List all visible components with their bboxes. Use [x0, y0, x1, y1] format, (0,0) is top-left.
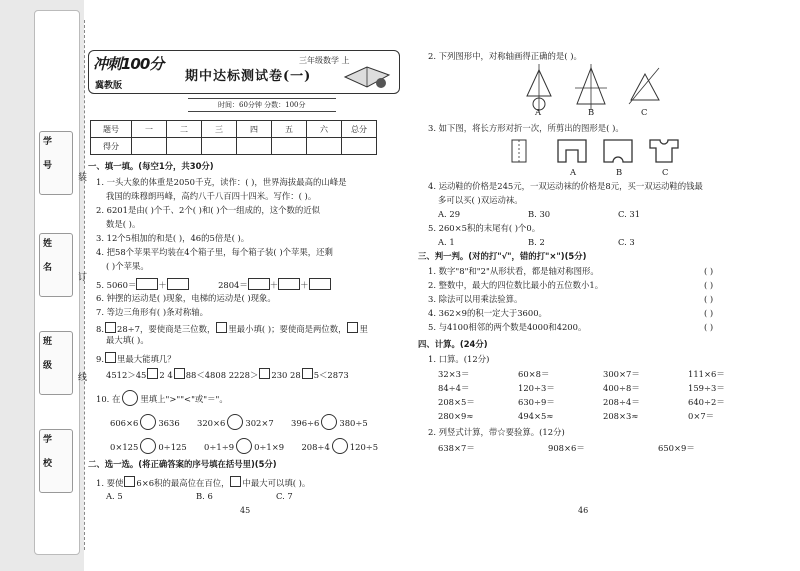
choice-4-line-1: 4. 运动鞋的价格是245元，一双运动袜的价格是8元，买一双运动鞋的钱最 — [428, 181, 703, 191]
judge-4: 4. 362×9的积一定大于3600。 — [428, 308, 547, 318]
page-number: 45 — [240, 506, 251, 515]
c3-option-a[interactable]: A — [570, 167, 577, 177]
question-1-line-1: 1. 一头大象的体重是2050千克，读作：( )，世界海拔最高的山峰是 — [96, 177, 347, 187]
folded-paper-figures-icon — [508, 136, 688, 168]
oral-item: 111×6＝ — [688, 369, 725, 379]
plus-sign: ＋ — [300, 280, 309, 290]
question-10 — [96, 390, 228, 406]
q8-text-2: 里最小填( )；要使商是两位数， — [228, 324, 347, 334]
choice-2: 2. 下列图形中，对称轴画得正确的是( )。 — [428, 51, 582, 61]
score-row-label: 得分 — [91, 138, 132, 155]
blank-square[interactable] — [216, 322, 227, 333]
c5-option-c[interactable]: C. 3 — [618, 237, 635, 247]
answer-box[interactable] — [136, 278, 158, 290]
compare-right: 3636 — [158, 418, 180, 428]
oral-item: 32×3＝ — [438, 369, 470, 379]
section-4-heading: 四、计算。(24分) — [418, 339, 488, 349]
blank-square[interactable] — [347, 322, 358, 333]
blank-circle[interactable] — [122, 390, 138, 406]
section-1-heading: 一、填一填。(每空1分，共30分) — [88, 161, 214, 171]
choice-1 — [96, 476, 310, 487]
question-2-line-1: 2. 6201是由( )个千、2个( )和( )个一组成的，这个数的近似 — [96, 205, 321, 215]
blank-square[interactable] — [105, 352, 116, 363]
judge-answer-4[interactable]: ( ) — [704, 308, 714, 318]
score-table-header-row — [91, 121, 377, 138]
oral-item: 60×8＝ — [518, 369, 550, 379]
oral-item: 300×7＝ — [603, 369, 640, 379]
judge-5: 5. 与4100相邻的两个数是4000和4200。 — [428, 322, 587, 332]
compare-circle[interactable] — [140, 414, 156, 430]
c1-text-2: 6×6积的最高位在百位， — [136, 478, 230, 488]
compare-circle[interactable] — [140, 438, 156, 454]
choice-1-option-b[interactable]: B. 6 — [196, 491, 213, 501]
q8-text-1: 28÷7，要使商是三位数， — [117, 324, 216, 334]
cut-mark-3: 线 — [78, 373, 88, 383]
binding-margin — [0, 0, 84, 571]
compare-left: 396÷6 — [291, 418, 320, 428]
compare-circle[interactable] — [236, 438, 252, 454]
compare-circle[interactable] — [332, 438, 348, 454]
oral-item: 0×7＝ — [688, 411, 715, 421]
question-10-row-1 — [110, 414, 368, 430]
blank-square[interactable] — [230, 476, 241, 487]
compare-left: 0×125 — [110, 442, 139, 452]
section-2-heading: 二、选一选。(将正确答案的序号填在括号里)(5分) — [88, 459, 277, 469]
question-8-line-2: 最大填( )。 — [106, 335, 149, 345]
oral-item: 208÷4＝ — [603, 397, 640, 407]
q9-item-text: 5＜2873 — [313, 370, 349, 380]
c4-option-c[interactable]: C. 31 — [618, 209, 641, 219]
compare-left: 320×6 — [197, 418, 226, 428]
q9-item-text: 88＜4808 2228＞ — [185, 370, 259, 380]
oral-item: 494×5≈ — [518, 411, 554, 421]
score-header-cell: 题号 — [91, 121, 132, 138]
q8-number: 8. — [96, 324, 104, 334]
vertical-item: 650×9＝ — [658, 443, 695, 453]
oral-item: 630÷9＝ — [518, 397, 555, 407]
question-2-line-2: 数是( )。 — [106, 219, 141, 229]
q9-item-text: 4512＞45 — [106, 370, 147, 380]
compare-right: 380÷5 — [339, 418, 368, 428]
vertical-item: 908×6＝ — [548, 443, 585, 453]
vertical-item: 638×7＝ — [438, 443, 475, 453]
compare-circle[interactable] — [227, 414, 243, 430]
question-7: 7. 等边三角形有( )条对称轴。 — [96, 307, 208, 317]
oral-item: 84÷4＝ — [438, 383, 470, 393]
compare-right: 302×7 — [245, 418, 274, 428]
question-6: 6. 钟摆的运动是( )现象，电梯的运动是( )现象。 — [96, 293, 276, 303]
score-cell[interactable] — [132, 138, 167, 155]
blank-square[interactable] — [124, 476, 135, 487]
compare-right: 0÷125 — [158, 442, 187, 452]
answer-box[interactable] — [278, 278, 300, 290]
score-header-cell: 总分 — [342, 121, 377, 138]
blank-square[interactable] — [302, 368, 313, 379]
c2-option-a[interactable]: A — [535, 107, 542, 117]
q8-text-3: 里 — [359, 324, 368, 334]
q9-item-text: 2 4 — [159, 370, 173, 380]
student-id-label: 学 号 — [41, 136, 51, 176]
page-title: 期中达标测试卷(一) — [185, 69, 312, 84]
compare-left: 0÷1÷9 — [204, 442, 235, 452]
student-info-strip — [34, 10, 80, 555]
oral-item: 208×3≈ — [603, 411, 639, 421]
plus-sign: ＋ — [158, 280, 167, 290]
cut-line — [84, 20, 85, 550]
score-table-row — [91, 138, 377, 155]
answer-box[interactable] — [309, 278, 331, 290]
question-4-line-1: 4. 把58个苹果平均装在4个箱子里，每个箱子装( )个苹果，还剩 — [96, 247, 333, 257]
question-5 — [96, 278, 331, 290]
blank-square[interactable] — [174, 368, 185, 379]
choice-3: 3. 如下图，将长方形对折一次，所剪出的图形是( )。 — [428, 123, 624, 133]
c5-option-b[interactable]: B. 2 — [528, 237, 545, 247]
judge-2: 2. 整数中，最大的四位数比最小的五位数小1。 — [428, 280, 604, 290]
judge-answer-5[interactable]: ( ) — [704, 322, 714, 332]
judge-3: 3. 除法可以用乘法验算。 — [428, 294, 523, 304]
q5-part-b: 2804＝ — [218, 280, 248, 290]
page-number: 46 — [578, 506, 589, 515]
score-header-cell: 二 — [167, 121, 202, 138]
score-header-cell: 四 — [237, 121, 272, 138]
score-cell[interactable] — [342, 138, 377, 155]
question-4-line-2: ( )个苹果。 — [106, 261, 149, 271]
score-header-cell: 三 — [202, 121, 237, 138]
q9-number: 9. — [96, 354, 104, 364]
grade-label: 三年级数学 上 — [299, 56, 350, 65]
question-9-items — [106, 368, 349, 379]
oral-item: 280×9≈ — [438, 411, 474, 421]
section-3-heading: 三、判一判。(对的打"√"，错的打"×")(5分) — [418, 251, 587, 261]
c4-option-b[interactable]: B. 30 — [528, 209, 551, 219]
score-table — [90, 120, 377, 155]
c5-option-a[interactable]: A. 1 — [438, 237, 455, 247]
score-header-cell: 一 — [132, 121, 167, 138]
school-label: 学 校 — [41, 434, 51, 474]
score-cell[interactable] — [272, 138, 307, 155]
score-cell[interactable] — [202, 138, 237, 155]
c3-option-c[interactable]: C — [662, 167, 669, 177]
answer-box[interactable] — [248, 278, 270, 290]
time-info: 时间：60分钟 分数：100分 — [188, 98, 336, 112]
c4-option-a[interactable]: A. 29 — [438, 209, 461, 219]
book-illustration-icon — [341, 63, 393, 91]
brand-logo: 冲刺100分 — [93, 55, 164, 73]
score-cell[interactable] — [167, 138, 202, 155]
q10-text-2: 里填上">""<"或"＝"。 — [140, 394, 228, 404]
oral-item: 208×5＝ — [438, 397, 475, 407]
page-45 — [88, 0, 398, 571]
q10-text-1: 10. 在 — [96, 394, 121, 404]
score-header-cell: 六 — [307, 121, 342, 138]
score-header-cell: 五 — [272, 121, 307, 138]
judge-answer-3[interactable]: ( ) — [704, 294, 714, 304]
blank-square[interactable] — [105, 322, 116, 333]
oral-item: 120÷3＝ — [518, 383, 555, 393]
c3-option-b[interactable]: B — [616, 167, 623, 177]
cut-mark-1: 装 — [78, 173, 88, 183]
score-cell[interactable] — [237, 138, 272, 155]
q9-item-text: 230 28 — [271, 370, 301, 380]
question-3: 3. 12个5相加的和是( )，46的5倍是( )。 — [96, 233, 250, 243]
choice-1-option-a[interactable]: A. 5 — [106, 491, 123, 501]
judge-answer-2[interactable]: ( ) — [704, 280, 714, 290]
oral-item: 400÷8＝ — [603, 383, 640, 393]
blank-square[interactable] — [147, 368, 158, 379]
page-46 — [418, 0, 790, 571]
edition-label: 冀教版 — [95, 81, 123, 91]
name-label: 姓 名 — [41, 238, 51, 278]
c2-option-b[interactable]: B — [588, 107, 595, 117]
choice-4-line-2: 多可以买( )双运动袜。 — [438, 195, 523, 205]
c1-text-1: 1. 要使 — [96, 478, 124, 488]
question-8-line-1 — [96, 322, 368, 333]
symmetry-figures-icon — [523, 64, 673, 116]
question-9 — [96, 352, 176, 363]
compare-right: 120÷5 — [349, 442, 379, 452]
compare-circle[interactable] — [321, 414, 337, 430]
q9-prompt: 里最大能填几？ — [117, 354, 176, 364]
compare-right: 0÷1×9 — [254, 442, 285, 452]
oral-calc-heading: 1. 口算。(12分) — [428, 354, 490, 364]
class-label: 班 级 — [41, 336, 51, 376]
exam-header — [88, 50, 400, 94]
judge-answer-1[interactable]: ( ) — [704, 266, 714, 276]
c1-text-3: 中最大可以填( )。 — [242, 478, 311, 488]
plus-sign: ＋ — [269, 280, 279, 290]
q5-part-a: 5. 5060＝ — [96, 280, 137, 290]
question-10-row-2 — [110, 438, 378, 454]
c2-option-c[interactable]: C — [641, 107, 648, 117]
oral-item: 159÷3＝ — [688, 383, 725, 393]
oral-item: 640÷2＝ — [688, 397, 725, 407]
answer-box[interactable] — [167, 278, 189, 290]
vertical-calc-heading: 2. 列竖式计算，带☆要验算。(12分) — [428, 427, 565, 437]
question-1-line-2: 我国的珠穆朗玛峰，高约八千八百四十四米。写作：( )。 — [106, 191, 317, 201]
blank-square[interactable] — [259, 368, 270, 379]
score-cell[interactable] — [307, 138, 342, 155]
cut-mark-2: 订 — [78, 273, 88, 283]
compare-left: 606×6 — [110, 418, 139, 428]
judge-1: 1. 数字"8"和"2"从形状看，都是轴对称图形。 — [428, 266, 599, 276]
choice-1-option-c[interactable]: C. 7 — [276, 491, 293, 501]
choice-5: 5. 260×5积的末尾有( )个0。 — [428, 223, 541, 233]
compare-left: 208÷4 — [301, 442, 330, 452]
